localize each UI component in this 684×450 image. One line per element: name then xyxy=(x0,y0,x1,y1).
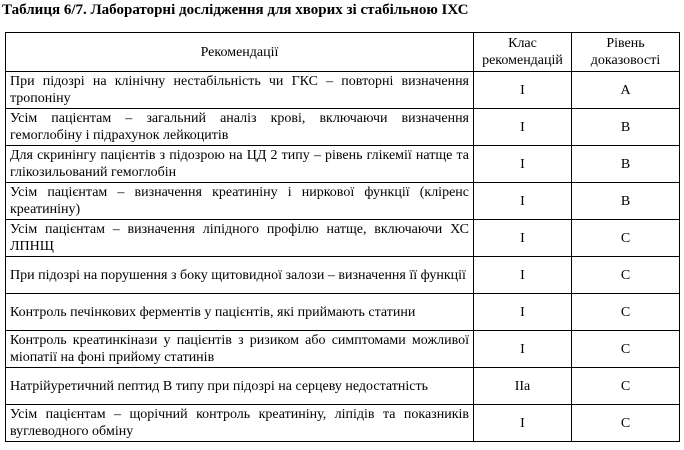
class-cell: I xyxy=(474,220,572,257)
level-cell: A xyxy=(572,72,680,109)
table-row xyxy=(6,368,680,405)
recommendation-cell: При підозрі на клінічну нестабільність чи ГКС – повторні визначення тропоніну xyxy=(6,72,474,109)
table-row xyxy=(6,220,680,257)
table-row xyxy=(6,72,680,109)
class-cell: I xyxy=(474,294,572,331)
class-cell: I xyxy=(474,331,572,368)
recommendation-cell: Контроль печінкових ферментів у пацієнтів, які приймають статини xyxy=(6,294,474,331)
recommendation-cell: При підозрі на порушення з боку щитовидної залози – визначення її функції xyxy=(6,257,474,294)
recommendation-cell: Усім пацієнтам – щорічний контроль креатиніну, ліпідів та показників вуглеводного обміну xyxy=(6,405,474,442)
table-caption: Таблиця 6/7. Лабораторні дослідження для хворих зі стабільною ІХС xyxy=(2,2,469,18)
class-cell: I xyxy=(474,109,572,146)
table-row xyxy=(6,146,680,183)
table-row xyxy=(6,257,680,294)
table-header xyxy=(6,33,680,72)
level-cell: C xyxy=(572,405,680,442)
table-row xyxy=(6,109,680,146)
level-cell: B xyxy=(572,183,680,220)
class-cell: I xyxy=(474,183,572,220)
class-cell: I xyxy=(474,257,572,294)
table-body xyxy=(6,72,680,442)
header-recommendations: Рекомендації xyxy=(6,33,474,72)
lab-tests-table xyxy=(5,32,680,442)
table-row xyxy=(6,331,680,368)
level-cell: C xyxy=(572,220,680,257)
recommendation-cell: Контроль креатинкінази у пацієнтів з ризиком або симптомами можливої міопатії на фоні прийому статинів xyxy=(6,331,474,368)
level-cell: C xyxy=(572,257,680,294)
table-row xyxy=(6,405,680,442)
level-cell: B xyxy=(572,146,680,183)
recommendation-cell: Натрійуретичний пептид В типу при підозрі на серцеву недостатність xyxy=(6,368,474,405)
class-cell: I xyxy=(474,146,572,183)
level-cell: B xyxy=(572,109,680,146)
level-cell: C xyxy=(572,294,680,331)
recommendation-cell: Усім пацієнтам – визначення креатиніну і ниркової функції (кліренс креатиніну) xyxy=(6,183,474,220)
level-cell: C xyxy=(572,331,680,368)
table-row xyxy=(6,294,680,331)
level-cell: C xyxy=(572,368,680,405)
class-cell: I xyxy=(474,405,572,442)
recommendation-cell: Усім пацієнтам – визначення ліпідного профілю натще, включаючи ХС ЛПНЩ xyxy=(6,220,474,257)
header-row xyxy=(6,33,680,72)
table-row xyxy=(6,183,680,220)
recommendation-cell: Усім пацієнтам – загальний аналіз крові, включаючи визначення гемоглобіну і підрахунок лейкоцитів xyxy=(6,109,474,146)
class-cell: IIa xyxy=(474,368,572,405)
class-cell: I xyxy=(474,72,572,109)
recommendation-cell: Для скринінгу пацієнтів з підозрою на ЦД 2 типу – рівень глікемії натще та глікозильований гемоглобін xyxy=(6,146,474,183)
header-level: Рівень доказовості xyxy=(572,33,680,72)
header-class: Клас рекомендацій xyxy=(474,33,572,72)
